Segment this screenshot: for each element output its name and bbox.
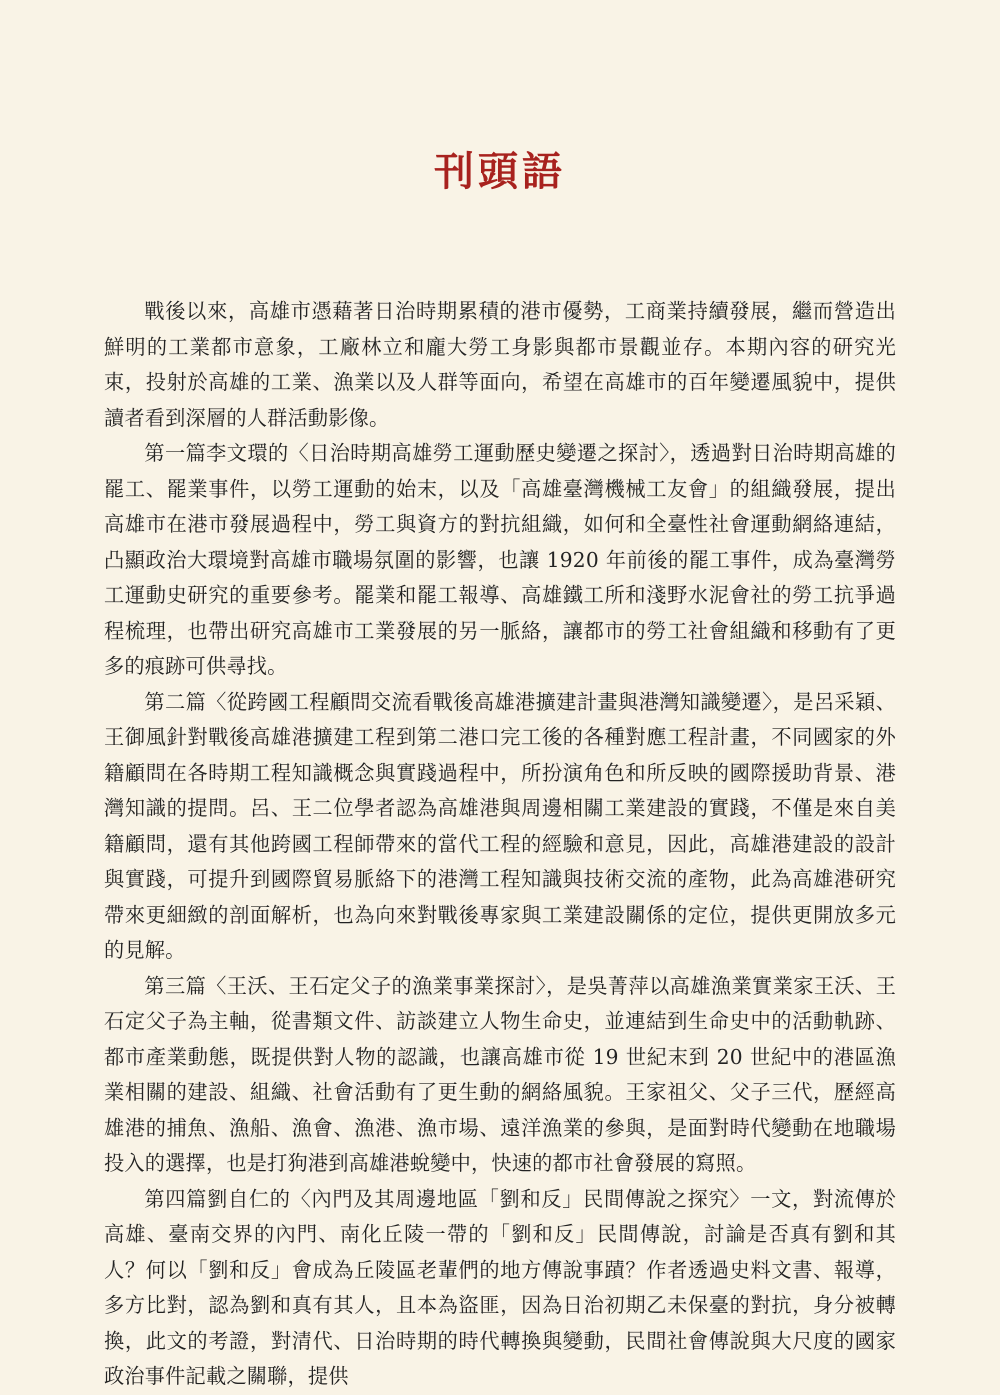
article-body bbox=[104, 294, 896, 1395]
paragraph-article-4: 第四篇劉自仁的〈內門及其周邊地區「劉和反」民間傳說之探究〉一文，對流傳於高雄、臺南交界的內門、南化丘陵一帶的「劉和反」民間傳說，討論是否真有劉和其人？何以「劉和反」會成為丘陵區老輩們的地方傳說事蹟？作者透過史料文書、報導，多方比對，認為劉和真有其人，且本為盜匪，因為日治初期乙未保臺的對抗，身分被轉換，此文的考證，對清代、日治時期的時代轉換與變動，民間社會傳說與大尺度的國家政治事件記載之關聯，提供 bbox=[104, 1186, 896, 1388]
page-title: 刊頭語 bbox=[434, 148, 566, 195]
paragraph-intro: 戰後以來，高雄市憑藉著日治時期累積的港市優勢，工商業持續發展，繼而營造出鮮明的工業都市意象，工廠林立和龐大勞工身影與都市景觀並存。本期內容的研究光束，投射於高雄的工業、漁業以及人群等面向，希望在高雄市的百年變遷風貌中，提供讀者看到深層的人群活動影像。 bbox=[104, 299, 896, 430]
paragraph-article-1: 第一篇李文環的〈日治時期高雄勞工運動歷史變遷之探討〉，透過對日治時期高雄的罷工、罷業事件，以勞工運動的始末，以及「高雄臺灣機械工友會」的組織發展，提出高雄市在港市發展過程中，勞工與資方的對抗組織，如何和全臺性社會運動網絡連結，凸顯政治大環境對高雄市職場氛圍的影響，也讓 1920 年前後的罷工事件，成為臺灣勞工運動史研究的重要參考。罷業和罷工報導、高雄鐵工所和淺野水泥會社的勞工抗爭過程梳理，也帶出研究高雄市工業發展的另一脈絡，讓都市的勞工社會組織和移動有了更多的痕跡可供尋找。 bbox=[104, 441, 896, 678]
paragraph-article-3: 第三篇〈王沃、王石定父子的漁業事業探討〉，是吳菁萍以高雄漁業實業家王沃、王石定父子為主軸，從書類文件、訪談建立人物生命史，並連結到生命史中的活動軌跡、都市產業動態，既提供對人物的認識，也讓高雄市從 19 世紀末到 20 世紀中的港區漁業相關的建設、組織、社會活動有了更生動的網絡風貌。王家祖父、父子三代，歷經高雄港的捕魚、漁船、漁會、漁港、漁市場、遠洋漁業的參與，是面對時代變動在地職場投入的選擇，也是打狗港到高雄港蛻變中，快速的都市社會發展的寫照。 bbox=[104, 973, 896, 1175]
paragraph-article-2: 第二篇〈從跨國工程顧問交流看戰後高雄港擴建計畫與港灣知識變遷〉，是呂采穎、王御風針對戰後高雄港擴建工程到第二港口完工後的各種對應工程計畫，不同國家的外籍顧問在各時期工程知識概念與實踐過程中，所扮演角色和所反映的國際援助背景、港灣知識的提問。呂、王二位學者認為高雄港與周邊相關工業建設的實踐，不僅是來自美籍顧問，還有其他跨國工程師帶來的當代工程的經驗和意見，因此，高雄港建設的設計與實踐，可提升到國際貿易脈絡下的港灣工程知識與技術交流的產物，此為高雄港研究帶來更細緻的剖面解析，也為向來對戰後專家與工業建設關係的定位，提供更開放多元的見解。 bbox=[104, 689, 896, 962]
